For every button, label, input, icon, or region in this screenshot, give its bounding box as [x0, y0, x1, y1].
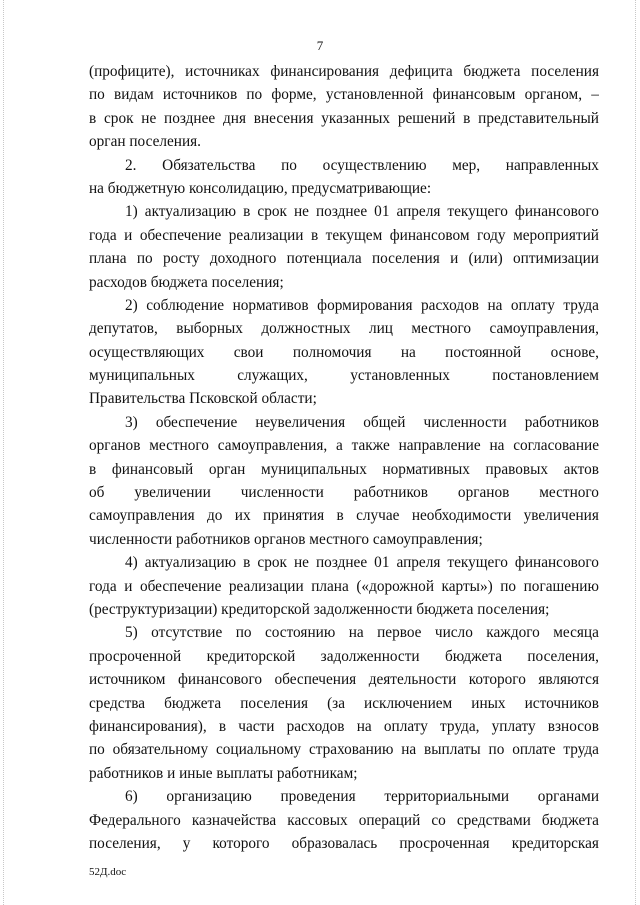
text-word: срок	[104, 109, 134, 127]
text-word: 01	[374, 554, 390, 572]
text-word: установленных	[350, 367, 450, 385]
text-word: самоуправления,	[217, 437, 328, 455]
text-line	[89, 107, 599, 130]
text-word: кассовых	[287, 811, 348, 829]
text-word: не	[293, 203, 309, 221]
text-word: работников и иные выплаты работникам;	[89, 764, 358, 782]
text-word: оптимизации	[513, 250, 599, 268]
text-word: неувеличения	[255, 413, 346, 431]
text-word: позднее	[164, 109, 216, 127]
text-word: направление	[398, 437, 481, 455]
text-word: финансирования	[270, 63, 380, 80]
text-word: работников	[353, 484, 429, 502]
text-word: установленной	[325, 86, 424, 104]
text-line	[89, 130, 599, 153]
text-word: об	[89, 484, 105, 502]
text-word: позднее	[315, 203, 368, 221]
text-line	[89, 60, 599, 83]
text-word: численности	[423, 413, 507, 431]
text-word: в	[336, 507, 344, 525]
text-word: (профиците),	[89, 63, 175, 80]
text-line	[89, 364, 599, 387]
text-word: оплату	[510, 296, 555, 314]
text-word: поселения,	[89, 834, 161, 852]
text-line	[89, 692, 599, 715]
text-word: свои	[233, 343, 264, 361]
text-word: общей	[363, 413, 406, 431]
text-word: года	[89, 226, 117, 244]
text-word: источников	[524, 694, 599, 712]
text-word: части	[238, 717, 275, 735]
text-word: случае	[356, 507, 400, 525]
text-line	[89, 738, 599, 761]
text-line	[89, 247, 599, 270]
text-word: увеличения	[523, 507, 599, 525]
text-word: органом,	[524, 86, 583, 104]
text-word: служащих,	[237, 367, 308, 385]
text-word: по	[89, 86, 105, 104]
text-word: финансовый	[111, 460, 194, 478]
text-word: –	[591, 86, 599, 104]
text-word: (за	[327, 694, 345, 712]
text-word: полномочия	[292, 343, 372, 361]
text-line	[89, 411, 599, 434]
text-word: кредиторская	[511, 834, 599, 852]
text-word: в	[243, 554, 251, 572]
text-word: 5)	[125, 624, 138, 642]
text-word: по	[281, 156, 297, 174]
text-line	[89, 294, 599, 317]
text-word: бюджета	[444, 647, 502, 665]
text-word: лиц	[368, 320, 393, 338]
text-word: текущем	[325, 226, 383, 244]
text-line	[89, 575, 599, 598]
text-word: на	[348, 624, 364, 642]
text-word: образовалась	[291, 834, 378, 852]
text-word: территориальными	[384, 788, 510, 806]
text-word: актов	[563, 460, 599, 478]
text-word: поселения	[240, 694, 309, 712]
text-word: в	[89, 109, 97, 127]
text-word: органов	[89, 437, 141, 455]
text-word: состоянию	[264, 624, 336, 642]
text-word: обеспечения	[274, 671, 357, 689]
text-word: реализации	[228, 226, 304, 244]
text-word: уплату	[491, 717, 536, 735]
text-line	[89, 504, 599, 527]
text-word: внесения	[253, 109, 314, 127]
text-word: муниципальных	[89, 367, 195, 385]
text-word: орган	[208, 460, 246, 478]
text-word: («дорожной	[356, 577, 435, 595]
text-line	[89, 224, 599, 247]
text-word: социальному	[215, 741, 302, 759]
document-body	[89, 60, 599, 855]
text-word: отсутствие	[151, 624, 223, 642]
text-word: в	[218, 717, 227, 735]
text-word: выборных	[176, 320, 243, 338]
text-word: срок	[257, 203, 287, 221]
text-word: не	[293, 554, 309, 572]
text-word: у	[182, 834, 191, 852]
text-word: 2.	[125, 156, 137, 174]
text-word: финансового	[177, 671, 262, 689]
text-line	[89, 481, 599, 504]
text-word: деятельности	[368, 671, 457, 689]
text-word: финансового	[514, 203, 599, 221]
text-word: обеспечение	[139, 577, 222, 595]
text-word: операций	[358, 811, 421, 829]
text-word: на	[400, 343, 416, 361]
text-word: 6)	[125, 788, 138, 806]
text-word: проведения	[280, 788, 356, 806]
text-line	[89, 668, 599, 691]
text-word: первое	[377, 624, 422, 642]
text-word: также	[351, 437, 390, 455]
text-word: источниках	[185, 63, 260, 80]
text-word: необходимости	[411, 507, 512, 525]
text-line	[89, 83, 599, 106]
text-word: расходов	[286, 717, 345, 735]
text-word: потенциала	[286, 250, 362, 268]
text-word: должностных	[261, 320, 351, 338]
text-word: позднее	[315, 554, 368, 572]
footer-filename: 52Д.doc	[89, 866, 127, 878]
text-word: орган поселения.	[89, 133, 202, 151]
text-word: 1)	[125, 203, 138, 221]
text-word: на	[489, 437, 505, 455]
text-word: число	[434, 624, 473, 642]
text-word: мер,	[452, 156, 481, 174]
text-line	[89, 715, 599, 738]
text-word: средства	[89, 694, 146, 712]
text-word: по	[89, 741, 105, 759]
text-word: которого	[212, 834, 270, 852]
text-word: кредиторской	[206, 647, 296, 665]
text-line	[89, 271, 599, 294]
text-word: работников	[524, 413, 599, 431]
text-word: труда,	[440, 717, 480, 735]
text-word: на	[401, 741, 417, 759]
text-word: (или)	[468, 250, 503, 268]
text-word: численности работников органов местного самоуправления;	[89, 530, 483, 548]
text-word: видам	[114, 86, 154, 104]
text-word: численности	[240, 484, 324, 502]
text-word: Федерального	[89, 811, 181, 829]
text-word: и	[124, 226, 133, 244]
text-word: году	[477, 226, 506, 244]
text-line	[89, 762, 599, 785]
text-word: в	[463, 109, 471, 127]
text-line	[89, 458, 599, 481]
text-word: дня	[222, 109, 246, 127]
text-word: поселения	[531, 63, 599, 80]
text-word: по	[235, 624, 252, 642]
text-word: 2)	[125, 296, 138, 314]
text-word: не	[141, 109, 157, 127]
text-word: и	[124, 577, 133, 595]
page-number: 7	[316, 38, 324, 53]
text-word: 3)	[125, 413, 138, 431]
text-word: в	[243, 203, 251, 221]
text-line	[89, 809, 599, 832]
text-word: поселения	[371, 250, 440, 268]
text-word: в	[89, 460, 97, 478]
text-word: по	[488, 741, 505, 759]
text-word: года	[89, 577, 117, 595]
text-word: финансирования),	[89, 717, 207, 735]
text-word: апреля	[396, 554, 441, 572]
text-word: депутатов,	[89, 320, 158, 338]
text-word: апреля	[396, 203, 441, 221]
text-word: 01	[374, 203, 390, 221]
text-word: представительный	[478, 109, 599, 127]
text-word: доходного	[209, 250, 277, 268]
text-word: плана	[89, 250, 127, 268]
text-word: указанных	[321, 109, 391, 127]
text-line	[89, 317, 599, 340]
text-word: задолженности	[320, 647, 420, 665]
text-word: решений	[397, 109, 456, 127]
text-word: обеспечение	[139, 226, 222, 244]
text-word: по	[246, 86, 263, 104]
text-line	[89, 200, 599, 223]
text-word: соблюдение	[146, 296, 225, 314]
text-word: карты»)	[441, 577, 493, 595]
text-word: местного	[411, 320, 472, 338]
text-word: согласование	[513, 437, 599, 455]
text-word: оплату	[383, 717, 428, 735]
text-word: нормативов	[232, 296, 309, 314]
text-word: их	[234, 507, 251, 525]
text-line	[89, 154, 599, 177]
text-word: основе,	[550, 343, 599, 361]
text-word: которого	[468, 671, 526, 689]
text-word: мероприятий	[513, 226, 599, 244]
text-word: расходов бюджета поселения;	[89, 273, 284, 291]
text-word: по	[136, 250, 153, 268]
text-word: реализации	[228, 577, 304, 595]
text-word: финансового	[514, 554, 599, 572]
scan-edge-right	[635, 0, 636, 905]
text-word: увеличении	[134, 484, 211, 502]
text-line	[89, 434, 599, 457]
text-word: муниципальных	[260, 460, 367, 478]
text-word: источником	[89, 671, 166, 689]
text-word: направленных	[505, 156, 599, 174]
text-word: а	[335, 437, 343, 455]
text-word: постоянной	[445, 343, 522, 361]
text-word: осуществлению	[322, 156, 427, 174]
text-line	[89, 785, 599, 808]
text-word: Обязательства	[162, 156, 256, 174]
text-word: плана	[311, 577, 349, 595]
text-word: органов	[457, 484, 510, 502]
text-word: средствами	[456, 811, 531, 829]
text-word: поселения,	[527, 647, 599, 665]
text-word: обязательному	[112, 741, 209, 759]
text-word: просроченная	[399, 834, 490, 852]
text-line	[89, 832, 599, 855]
text-word: правовых	[485, 460, 549, 478]
text-word: труда	[563, 741, 599, 759]
text-word: на	[487, 296, 503, 314]
text-word: местного	[149, 437, 209, 455]
text-word: источников	[162, 86, 238, 104]
text-word: формирования	[317, 296, 413, 314]
text-word: являются	[538, 671, 599, 689]
text-word: (реструктуризации) кредиторской задолженности бюджета поселения;	[89, 600, 550, 618]
text-line	[89, 341, 599, 364]
text-word: срок	[257, 554, 287, 572]
text-word: росту	[163, 250, 200, 268]
text-word: в	[310, 226, 319, 244]
text-word: исключением	[364, 694, 453, 712]
text-word: на	[356, 717, 372, 735]
text-word: иных	[471, 694, 506, 712]
text-word: взносов	[547, 717, 599, 735]
text-line	[89, 528, 599, 551]
text-word: организацию	[166, 788, 252, 806]
text-word: актуализацию	[144, 554, 237, 572]
text-word: просроченной	[89, 647, 182, 665]
text-word: и	[450, 250, 459, 268]
text-line	[89, 645, 599, 668]
text-word: местного	[539, 484, 599, 502]
text-word: труда	[563, 296, 599, 314]
scan-edge-left	[3, 0, 4, 905]
text-line	[89, 598, 599, 621]
text-word: органами	[537, 788, 599, 806]
text-word: казначейства	[191, 811, 277, 829]
text-line	[89, 177, 599, 200]
text-word: Правительства Псковской области;	[89, 390, 317, 408]
text-word: погашению	[523, 577, 599, 595]
text-word: месяца	[553, 624, 599, 642]
text-word: со	[431, 811, 446, 829]
text-word: самоуправления	[89, 507, 195, 525]
text-word: финансовым	[432, 86, 516, 104]
text-word: осуществляющих	[89, 343, 205, 361]
text-word: до	[207, 507, 223, 525]
text-line	[89, 551, 599, 574]
text-word: самоуправления,	[489, 320, 599, 338]
text-word: выплаты	[424, 741, 481, 759]
text-word: расходов	[421, 296, 479, 314]
text-word: форме,	[271, 86, 317, 104]
text-word: бюджета	[541, 811, 599, 829]
text-word: каждого	[486, 624, 540, 642]
text-word: финансовом	[389, 226, 470, 244]
text-word: по	[500, 577, 517, 595]
text-word: на бюджетную консолидацию, предусматривающие:	[89, 179, 432, 197]
text-word: дефицита	[389, 63, 453, 80]
text-word: 4)	[125, 554, 138, 572]
text-word: обеспечение	[155, 413, 238, 431]
text-word: нормативных	[382, 460, 470, 478]
text-word: принятия	[263, 507, 325, 525]
text-line	[89, 621, 599, 644]
text-word: страхованию	[308, 741, 394, 759]
text-line	[89, 387, 599, 410]
text-word: текущего	[447, 554, 508, 572]
text-word: бюджета	[463, 63, 521, 80]
text-word: оплате	[512, 741, 556, 759]
text-word: бюджета	[164, 694, 222, 712]
text-word: актуализацию	[144, 203, 237, 221]
text-word: постановлением	[492, 367, 599, 385]
text-word: текущего	[447, 203, 508, 221]
